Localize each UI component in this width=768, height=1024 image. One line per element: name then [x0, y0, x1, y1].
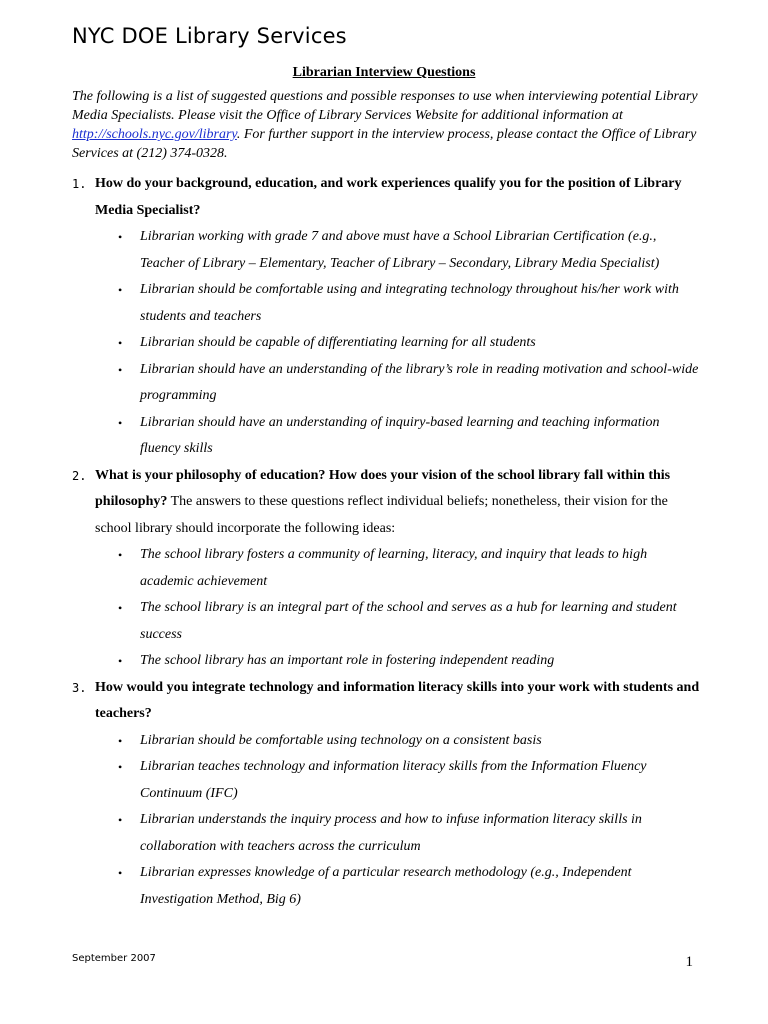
bullet-icon: •	[118, 362, 123, 377]
list-item	[95, 595, 702, 648]
bullet-icon: •	[118, 548, 123, 562]
response-text: The school library is an integral part of the school and serves as a hub for learning and student success	[140, 600, 677, 642]
list-item	[95, 807, 702, 860]
list-item	[95, 410, 702, 463]
list-item	[95, 224, 702, 277]
response-list	[95, 224, 702, 463]
response-text: Librarian working with grade 7 and above must have a School Librarian Certification (e.g., Teacher of Library – Elementary, Teacher of Library – Secondary, Library Media Specialist)	[140, 229, 660, 271]
question-item	[72, 675, 702, 914]
list-item	[95, 648, 702, 675]
list-item	[95, 860, 702, 913]
response-text: Librarian understands the inquiry process and how to infuse information literacy skills in collaboration with teachers across the curriculum	[140, 812, 642, 854]
question-note: The answers to these questions reflect individual beliefs; nonetheless, their vision for the school library should incorporate the following ideas:	[95, 494, 668, 536]
response-text: Librarian teaches technology and information literacy skills from the Information Fluency Continuum (IFC)	[140, 759, 647, 801]
list-item	[95, 330, 702, 357]
bullet-icon: •	[118, 866, 123, 880]
intro-text-before-link: The following is a list of suggested questions and possible responses to use when interviewing potential Library Media Specialists. Please visit the Office of Library Services Website for additional information at	[72, 89, 698, 123]
question-text-block	[95, 463, 702, 543]
response-text: Librarian should have an understanding of the library’s role in reading motivation and school-wide programming	[140, 361, 699, 403]
question-item	[72, 463, 702, 675]
response-text: Librarian should be comfortable using technology on a consistent basis	[140, 732, 542, 748]
document-title: Librarian Interview Questions	[292, 65, 476, 80]
question-text-block	[95, 171, 702, 224]
page-number: 1	[685, 954, 693, 970]
response-text: The school library fosters a community of learning, literacy, and inquiry that leads to high academic achievement	[140, 547, 648, 589]
bullet-icon: •	[118, 760, 123, 774]
question-number: 1.	[72, 177, 87, 191]
question-text-block	[95, 675, 702, 728]
list-item	[95, 754, 702, 807]
page-header-title: NYC DOE Library Services	[72, 24, 347, 48]
response-text: Librarian expresses knowledge of a particular research methodology (e.g., Independent Investigation Method, Big 6)	[140, 865, 632, 907]
bullet-icon: •	[118, 336, 123, 350]
list-item	[95, 277, 702, 330]
question-number: 2.	[72, 468, 87, 483]
bullet-icon: •	[118, 601, 123, 615]
response-text: Librarian should be capable of differentiating learning for all students	[140, 335, 536, 350]
list-item	[95, 357, 702, 410]
response-list	[95, 542, 702, 675]
library-website-link[interactable]: http://schools.nyc.gov/library	[72, 127, 237, 142]
response-text: Librarian should have an understanding of inquiry-based learning and teaching information fluency skills	[140, 414, 660, 456]
question-number: 3.	[72, 680, 87, 695]
response-text: Librarian should be comfortable using and integrating technology throughout his/her work with students and teachers	[140, 282, 679, 324]
list-item	[95, 728, 702, 755]
question-text: What is your philosophy of education? How does your vision of the school library fall within this philosophy?	[95, 467, 671, 509]
bullet-icon: •	[118, 283, 123, 297]
question-item	[72, 171, 702, 463]
bullet-icon: •	[118, 654, 123, 668]
bullet-icon: •	[118, 230, 123, 244]
response-list	[95, 728, 702, 914]
intro-text-after-link: . For further support in the interview process, please contact the Office of Library Services at (212) 374-0328.	[72, 127, 697, 161]
response-text: The school library has an important role in fostering independent reading	[140, 653, 555, 668]
question-text: How would you integrate technology and information literacy skills into your work with students and teachers?	[95, 679, 700, 721]
bullet-icon: •	[118, 415, 123, 430]
list-item	[95, 542, 702, 595]
bullet-icon: •	[118, 733, 123, 748]
footer-date: September 2007	[72, 953, 156, 964]
question-list	[72, 171, 702, 913]
intro-paragraph	[72, 87, 702, 163]
question-text: How do your background, education, and work experiences qualify you for the position of Library Media Specialist?	[95, 176, 682, 218]
bullet-icon: •	[118, 813, 123, 827]
